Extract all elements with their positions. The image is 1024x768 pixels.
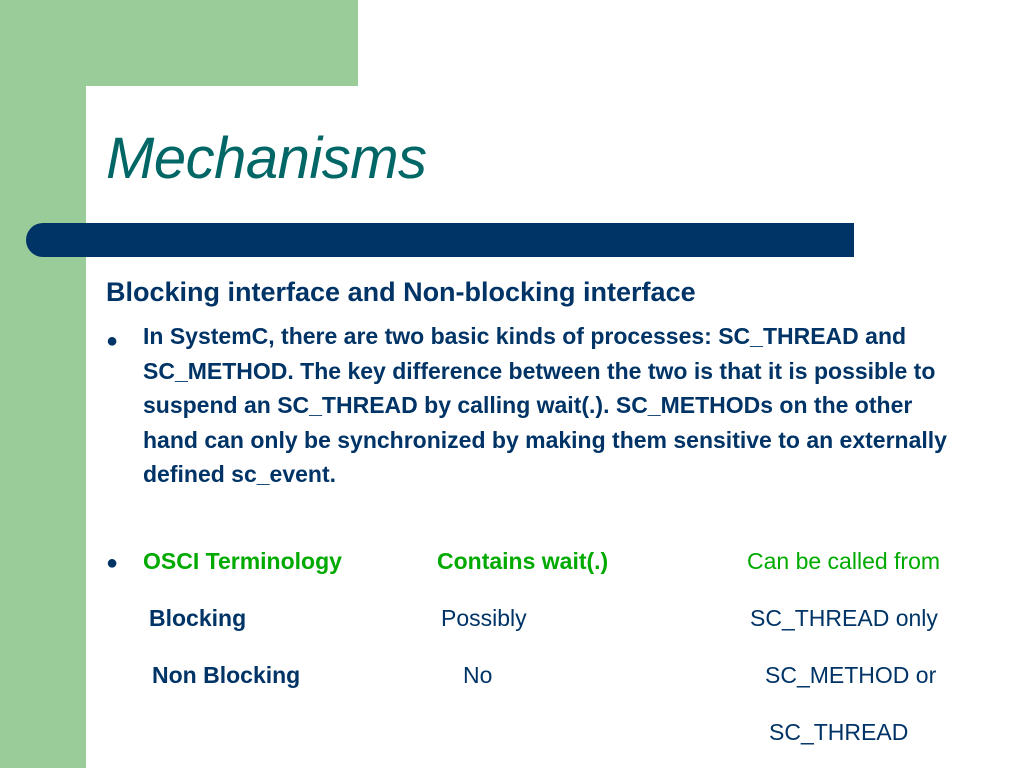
table-cell-blocking-wait: Possibly xyxy=(441,605,527,631)
slide-title: Mechanisms xyxy=(106,126,427,191)
section-heading: Blocking interface and Non-blocking interface xyxy=(106,277,696,307)
table-header-terminology: OSCI Terminology xyxy=(143,548,342,574)
paragraph-processes: In SystemC, there are two basic kinds of processes: SC_THREAD and SC_METHOD. The key difference between the two is that it is possible to suspend an SC_THREAD by calling wait(.). SC_METHODs on the other hand can only be synchronized by making them sensitive to an externally defined sc_event. xyxy=(143,323,947,487)
left-accent-bar xyxy=(0,0,86,768)
bullet-icon: ● xyxy=(106,330,119,352)
top-accent-block xyxy=(0,0,358,86)
table-cell-nonblocking-caller: SC_METHOD or xyxy=(765,662,937,688)
bullet-icon: ● xyxy=(106,552,119,574)
table-cell-blocking-caller: SC_THREAD only xyxy=(750,605,938,631)
table-cell-blocking: Blocking xyxy=(149,605,247,631)
table-cell-nonblocking-wait: No xyxy=(463,662,493,688)
table-header-contains-wait: Contains wait(.) xyxy=(437,548,609,574)
title-underline-bar xyxy=(26,223,854,257)
table-cell-nonblocking-caller-cont: SC_THREAD xyxy=(769,719,909,745)
table-cell-nonblocking: Non Blocking xyxy=(152,662,301,688)
table-header-called-from: Can be called from xyxy=(747,548,941,574)
